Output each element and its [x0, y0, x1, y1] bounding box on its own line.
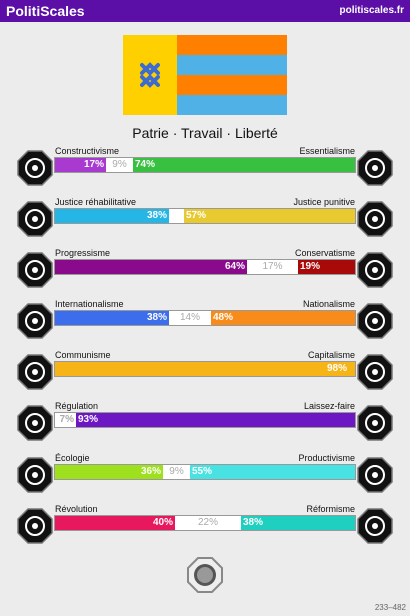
- axis-right-label: Réformisme: [306, 504, 355, 514]
- axis-bar: [54, 361, 356, 377]
- prison-bars-icon: [357, 201, 393, 237]
- axis-left-label: Internationalisme: [55, 299, 124, 309]
- axis-neutral-segment: 9%: [106, 158, 133, 172]
- essentialism-icon: [357, 150, 393, 186]
- axis-bar: [54, 259, 356, 275]
- axis-bar: [54, 208, 356, 224]
- progress-arrow-icon: [17, 252, 53, 288]
- axis-left-segment: 40%: [55, 516, 175, 530]
- axis-left-label: Régulation: [55, 401, 99, 411]
- axis-left-label: Progressisme: [55, 248, 111, 258]
- axis-right-label: Conservatisme: [294, 248, 355, 258]
- axis-row: [0, 403, 410, 447]
- axis-left-segment: 98%: [55, 362, 349, 376]
- axis-bar: [54, 464, 356, 480]
- axis-right-segment: 38%: [241, 516, 355, 530]
- axis-row: [0, 352, 410, 396]
- axis-left-segment: 38%: [55, 311, 169, 325]
- laissez-faire-icon: [357, 405, 393, 441]
- ecology-icon: [17, 457, 53, 493]
- constructivism-icon: [17, 150, 53, 186]
- motto: Patrie · Travail · Liberté: [132, 125, 278, 141]
- axis-right-label: Productivisme: [298, 453, 355, 463]
- axis-bar: [54, 515, 356, 531]
- axis-right-label: Capitalisme: [307, 350, 355, 360]
- site-link[interactable]: politiscales.fr: [339, 5, 404, 16]
- axis-left-segment: 36%: [55, 465, 163, 479]
- axis-left-label: Révolution: [55, 504, 98, 514]
- axis-left-segment: 64%: [55, 260, 247, 274]
- axis-bar: [54, 157, 356, 173]
- axis-neutral-segment: 22%: [175, 516, 241, 530]
- axis-right-segment: 74%: [133, 158, 355, 172]
- hourglass-icon: [357, 252, 393, 288]
- axis-right-label: Nationalisme: [302, 299, 355, 309]
- axis-right-label: Essentialisme: [299, 146, 355, 156]
- axis-right-label: Laissez-faire: [303, 401, 355, 411]
- axis-left-label: Communisme: [55, 350, 111, 360]
- version-footer: 233–482: [374, 603, 406, 612]
- axis-right-segment: 19%: [298, 260, 355, 274]
- axis-right-segment: 57%: [184, 209, 355, 223]
- axis-left-label: Écologie: [55, 453, 90, 463]
- axis-row: [0, 506, 410, 550]
- globe-icon: [17, 303, 53, 339]
- axis-left-label: Constructivisme: [55, 146, 120, 156]
- axis-neutral-segment: [169, 209, 184, 223]
- revolution-icon: [17, 508, 53, 544]
- axis-row: [0, 301, 410, 345]
- axis-row: [0, 199, 410, 243]
- axis-neutral-segment: 17%: [247, 260, 298, 274]
- top-bar: [0, 0, 410, 22]
- reform-icon: [357, 508, 393, 544]
- axis-row: [0, 250, 410, 294]
- axis-neutral-segment: 9%: [163, 465, 190, 479]
- axis-bar: [54, 412, 356, 428]
- axis-row: [0, 455, 410, 499]
- flag-icon: [357, 303, 393, 339]
- handshake-icon: [17, 201, 53, 237]
- axis-right-segment: 93%: [76, 413, 355, 427]
- axis-row: [0, 148, 410, 192]
- axis-left-segment: 38%: [55, 209, 169, 223]
- hammer-sickle-icon: [17, 354, 53, 390]
- brand-title[interactable]: PolitiScales: [6, 3, 85, 19]
- axis-left-label: Justice réhabilitative: [55, 197, 137, 207]
- factory-icon: [357, 457, 393, 493]
- flag: [123, 35, 287, 115]
- axis-left-segment: 7%: [55, 413, 76, 427]
- axis-right-label: Justice punitive: [293, 197, 355, 207]
- axis-left-segment: 17%: [55, 158, 106, 172]
- coins-icon: [357, 354, 393, 390]
- axis-right-segment: [349, 362, 355, 376]
- regulation-icon: [17, 405, 53, 441]
- axis-right-segment: 48%: [211, 311, 355, 325]
- axis-bar: [54, 310, 356, 326]
- axis-neutral-segment: 14%: [169, 311, 211, 325]
- axis-right-segment: 55%: [190, 465, 355, 479]
- result-badge-icon[interactable]: [187, 557, 223, 593]
